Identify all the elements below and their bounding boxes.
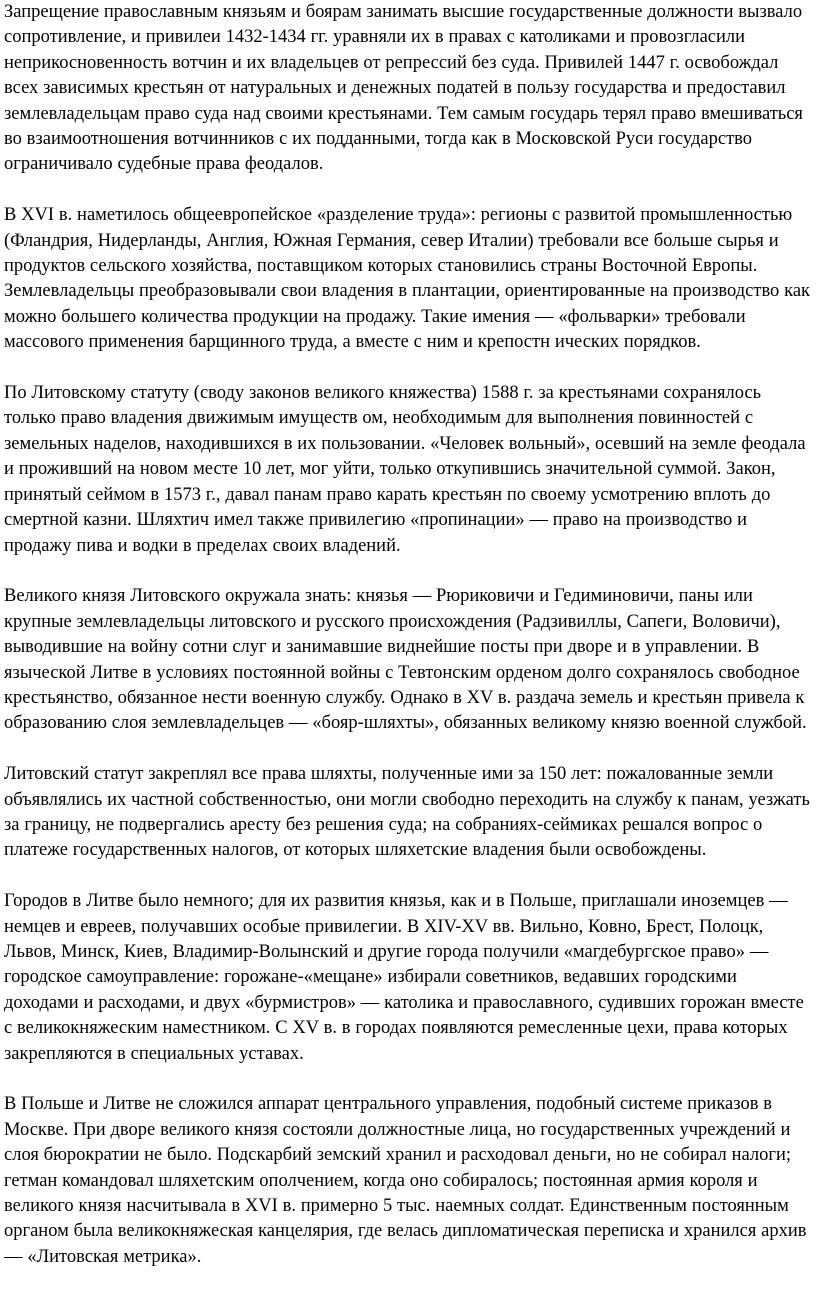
paragraph-7: В Польше и Литве не сложился аппарат центрального управления, подобный системе приказов в Москве. При дворе великого князя состояли должностные лица, но государственных учреждений и слоя бюрократии не было. Подскарбий земский хранил и расходовал деньги, но не собирал налоги; гетман командовал шляхетским ополчением, когда оно собиралось; постоянная армия короля и великого князя насчитывала в XVI в. примерно 5 тыс. наемных солдат. Единственным постоянным органом была великокняжеская канцелярия, где велась дипломатическая переписка и хранился архив — «Литовская метрика».	[4, 1094, 807, 1267]
paragraph-6: Городов в Литве было немного; для их развития князья, как и в Польше, приглашали иноземцев — немцев и евреев, получавших особые привилегии. В XIV-XV вв. Вильно, Ковно, Брест, Полоцк, Львов, Минск, Киев, Владимир-Волынский и другие города получили «магдебургское право» — городское самоуправление: горожане-«мещане» избирали советников, ведавших городскими доходами и расходами, и двух «бурмистров» — католика и православного, судивших горожан вместе с великокняжеским наместником. С XV в. в городах появляются ремесленные цехи, права которых закрепляются в специальных уставах.	[4, 891, 804, 1064]
paragraph-3: По Литовскому статуту (своду законов великого княжества) 1588 г. за крестьянами сохранялось только право владения движимым имуществ ом, необходимым для выполнения повинностей с земельных наделов, находившихся в их пользовании. «Человек вольный», осевший на земле феодала и проживший на новом месте 10 лет, мог уйти, только откупившись значительной суммой. Закон, принятый сеймом в 1573 г., давал панам право карать крестьян по своему усмотрению вплоть до смертной казни. Шляхтич имел также привилегию «пропинации» — право на производство и продажу пива и водки в пределах своих владений.	[4, 383, 806, 556]
paragraph-2: В XVI в. наметилось общеевропейское «разделение труда»: регионы с развитой промышленностью (Фландрия, Нидерланды, Англия, Южная Германия, север Италии) требовали все больше сырья и продуктов сельского хозяйства, поставщиком которых становились страны Восточной Европы. Землевладельцы преобразовывали свои владения в плантации, ориентированные на производство как можно большего количества продукции на продажу. Такие имения — «фольварки» требовали массового применения барщинного труда, а вместе с ним и крепостн ических порядков.	[4, 205, 811, 353]
paragraph-5: Литовский статут закреплял все права шляхты, полученные ими за 150 лет: пожалованные земли объявлялись их частной собственностью, они могли свободно переходить на службу к панам, уезжать за границу, не подвергались аресту без решения суда; на собраниях-сеймиках решался вопрос о платеже государственных налогов, от которых шляхетские владения были освобождены.	[4, 764, 810, 861]
paragraph-4: Великого князя Литовского окружала знать: князья — Рюриковичи и Гедиминовичи, паны или крупные землевладельцы литовского и русского происхождения (Радзивиллы, Сапеги, Воловичи), выводившие на войну сотни слуг и занимавшие виднейшие посты при дворе и в управлении. В языческой Литве в условиях постоянной войны с Тевтонским орденом долго сохранялось свободное крестьянство, обязанное нести военную службу. Однако в XV в. раздача земель и крестьян привела к образованию слоя землевладельцев — «бояр-шляхты», обязанных великому князю военной службой.	[4, 586, 807, 734]
paragraph-1: Запрещение православным князьям и боярам занимать высшие государственные должности вызвало сопротивление, и привилеи 1432-1434 гг. уравняли их в правах с католиками и провозгласили неприкосновенность вотчин и их владельцев от репрессий без суда. Привилей 1447 г. освобождал всех зависимых крестьян от натуральных и денежных податей в пользу государства и предоставил землевладельцам право суда над своими крестьянами. Тем самым государь терял право вмешиваться во взаимоотношения вотчинников с их подданными, тогда как в Московской Руси государство ограничивало судебные права феодалов.	[4, 2, 803, 175]
